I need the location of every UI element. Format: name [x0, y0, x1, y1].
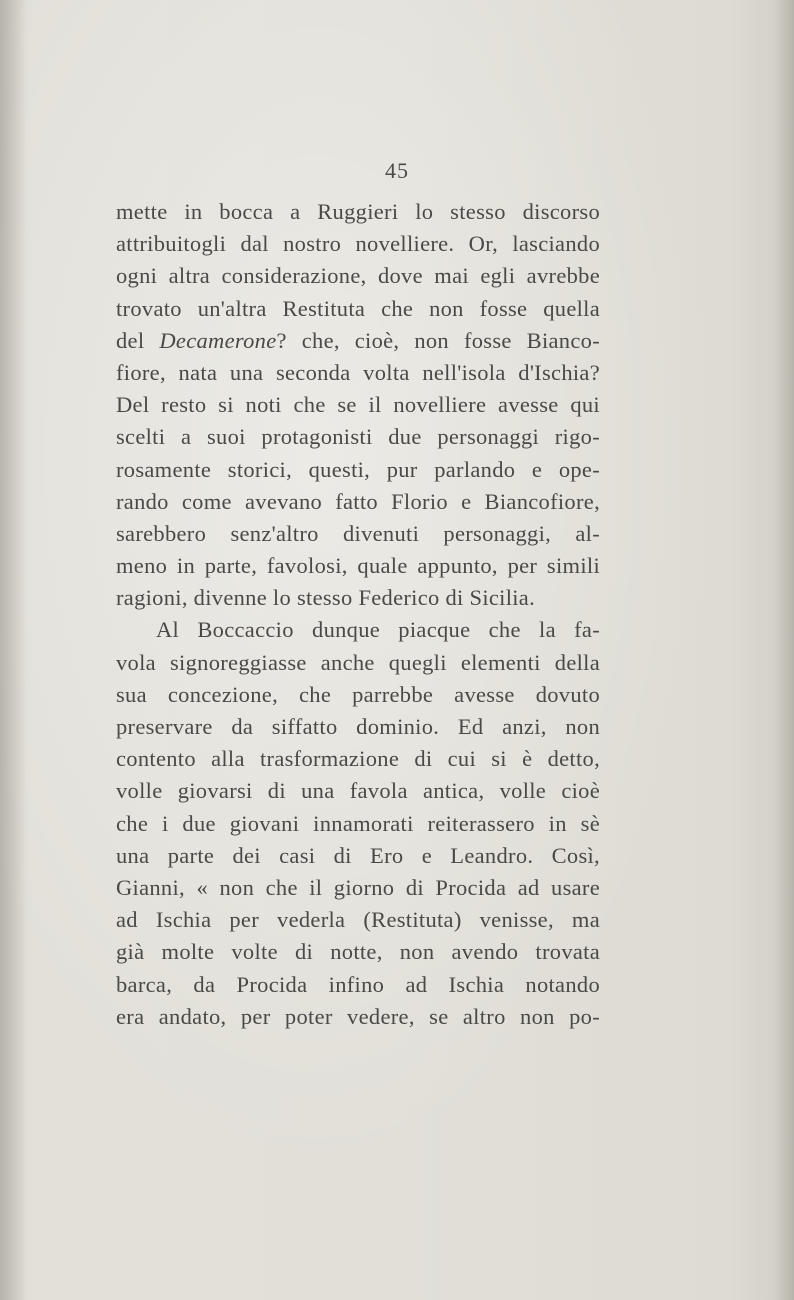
text-line: trovato un'altra Restituta che non fosse quella	[116, 295, 600, 321]
text-line: volle giovarsi di una favola antica, volle cioè	[116, 778, 600, 804]
page-number: 45	[385, 158, 409, 183]
text-line: era andato, per poter vedere, se altro non po-	[116, 1003, 600, 1029]
text-line: Al Boccaccio dunque piacque che la fa-	[156, 617, 600, 643]
italic-title: Decamerone	[159, 327, 277, 353]
text-line: che i due giovani innamorati reiterassero in sè	[116, 810, 600, 836]
text-line: rosamente storici, questi, pur parlando e ope-	[116, 456, 600, 482]
text-line: vola signoreggiasse anche quegli elementi della	[116, 649, 600, 675]
text-line: già molte volte di notte, non avendo trovata	[116, 939, 600, 965]
text-line: ogni altra considerazione, dove mai egli avrebbe	[116, 263, 600, 289]
text-run: ? che, cioè, non fosse Bianco-	[276, 327, 600, 353]
text-line: Del resto si noti che se il novelliere avesse qui	[116, 392, 600, 418]
text-run: del	[116, 327, 160, 353]
text-line: attribuitogli dal nostro novelliere. Or, lasciando	[116, 231, 600, 257]
text-line: una parte dei casi di Ero e Leandro. Così,	[116, 842, 600, 868]
text-line: Gianni, « non che il giorno di Procida ad usare	[116, 874, 600, 900]
body-text	[116, 196, 600, 1033]
text-line: contento alla trasformazione di cui si è detto,	[116, 746, 600, 772]
text-line: preservare da siffatto dominio. Ed anzi, non	[116, 714, 600, 739]
text-line: fiore, nata una seconda volta nell'isola d'Ischia?	[116, 359, 600, 385]
text-line: scelti a suoi protagonisti due personaggi rigo-	[116, 424, 600, 450]
text-line: sua concezione, che parrebbe avesse dovuto	[116, 681, 600, 707]
text-line: rando come avevano fatto Florio e Biancofiore,	[116, 488, 600, 514]
text-line: meno in parte, favolosi, quale appunto, per simili	[116, 553, 600, 579]
text-line: barca, da Procida infino ad Ischia notando	[116, 971, 600, 997]
text-line: ragioni, divenne lo stesso Federico di Sicilia.	[116, 585, 536, 611]
text-line	[116, 325, 600, 357]
text-line: mette in bocca a Ruggieri lo stesso discorso	[116, 199, 600, 224]
text-line: ad Ischia per vederla (Restituta) venisse, ma	[116, 907, 600, 933]
text-line: sarebbero senz'altro divenuti personaggi, al-	[116, 520, 600, 546]
